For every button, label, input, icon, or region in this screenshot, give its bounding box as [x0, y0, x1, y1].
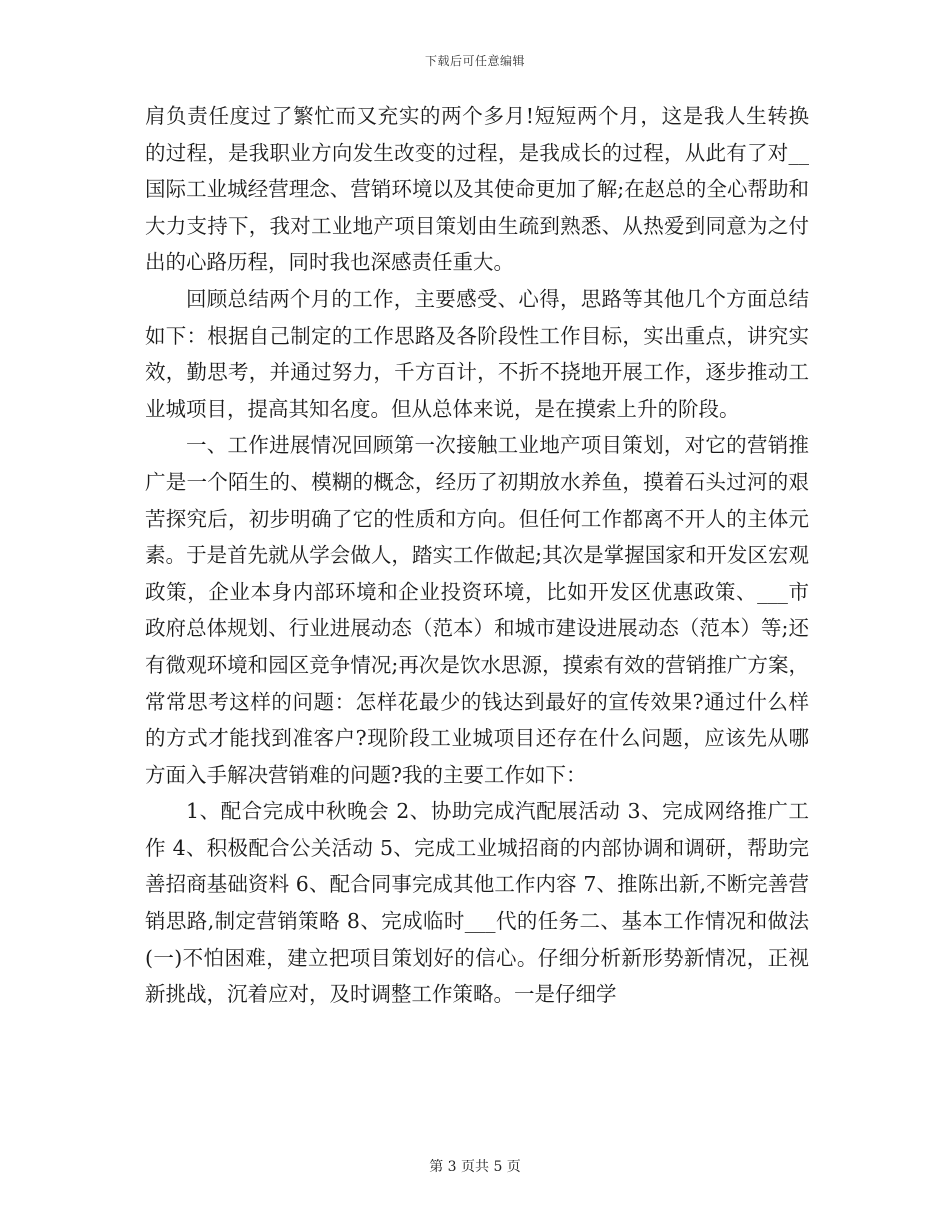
paragraph-2: 回顾总结两个月的工作，主要感受、心得，思路等其他几个方面总结如下：根据自己制定的工作思路及各阶段性工作目标，实出重点，讲究实效，勤思考，并通过努力，千方百计，不折不挠地开展工作，逐步推动工业城项目，提高其知名度。但从总体来说，是在摸索上升的阶段。 — [145, 286, 809, 421]
page-header: 下载后可任意编辑 — [424, 54, 525, 68]
paragraph-1: 肩负责任度过了繁忙而又充实的两个多月!短短两个月，这是我人生转换的过程，是我职业方向发生改变的过程，是我成长的过程，从此有了对__国际工业城经营理念、营销环境以及其使命更加了解;在赵总的全心帮助和大力支持下，我对工业地产项目策划由生疏到熟悉、从热爱到同意为之付出的心路历程，同时我也深感责任重大。 — [145, 104, 809, 275]
page-footer: 第 3 页共 5 页 — [429, 1159, 521, 1175]
paragraph-4: 1、配合完成中秋晚会 2、协助完成汽配展活动 3、完成网络推广工作 4、积极配合公关活动 5、完成工业城招商的内部协调和调研，帮助完善招商基础资料 6、配合同事完成其他工作内容 7、推陈出新,不断完善营销思路,制定营销策略 8、完成临时___代的任务二、基本工作情况和做法(一)不怕困难，建立把项目策划好的信心。仔细分析新形势新情况，正视新挑战，沉着应对，及时调整工作策略。一是仔细学 — [145, 799, 809, 1007]
paragraph-3: 一、工作进展情况回顾第一次接触工业地产项目策划，对它的营销推广是一个陌生的、模糊的概念，经历了初期放水养鱼，摸着石头过河的艰苦探究后，初步明确了它的性质和方向。但任何工作都离不开人的主体元素。于是首先就从学会做人，踏实工作做起;其次是掌握国家和开发区宏观政策，企业本身内部环境和企业投资环境，比如开发区优惠政策、___市政府总体规划、行业进展动态（范本）和城市建设进展动态（范本）等;还有微观环境和园区竞争情况;再次是饮水思源，摸索有效的营销推广方案，常常思考这样的问题：怎样花最少的钱达到最好的宣传效果?通过什么样的方式才能找到准客户?现阶段工业城项目还存在什么问题，应该先从哪方面入手解决营销难的问题?我的主要工作如下： — [145, 433, 809, 787]
document-body — [145, 98, 809, 1013]
